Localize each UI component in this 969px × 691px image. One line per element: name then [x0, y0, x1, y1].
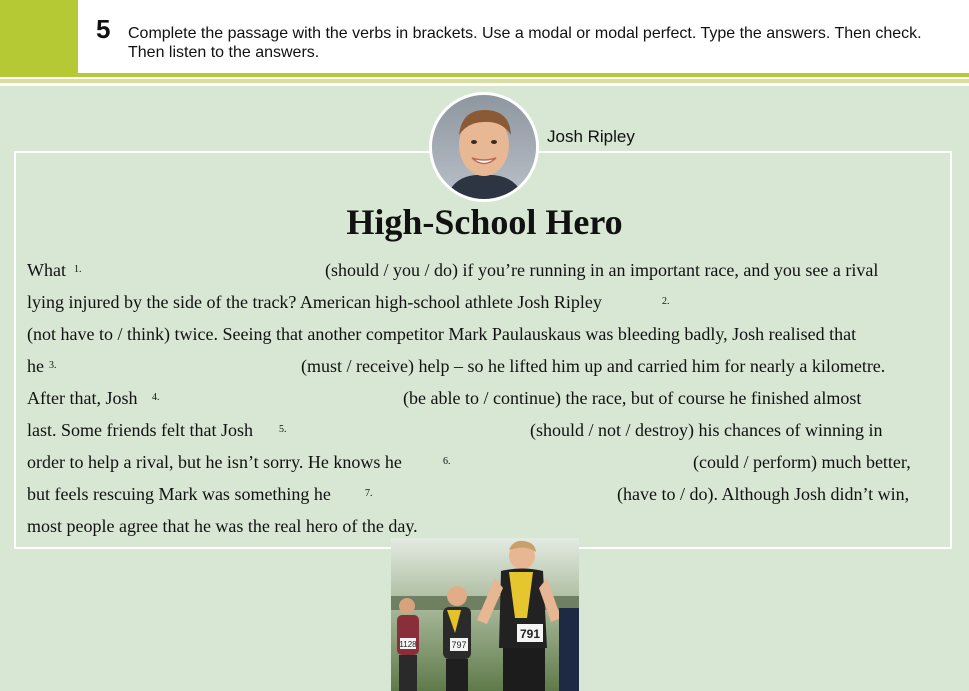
josh-portrait-photo	[429, 92, 539, 202]
passage-text: (could / perform) much better,	[693, 452, 911, 472]
passage-line	[27, 286, 952, 318]
article-title: High-School Hero	[346, 202, 623, 242]
bib-number-middle: 797	[451, 640, 467, 650]
passage-line	[27, 478, 952, 510]
exercise-number: 5	[96, 14, 111, 44]
passage-text: (must / receive) help – so he lifted him up and carried him for nearly a kilometre.	[301, 356, 886, 376]
gap-input-1[interactable]	[87, 260, 322, 280]
race-photo	[391, 538, 579, 691]
bib-number-left: 1128	[399, 640, 417, 649]
passage-text: last. Some friends felt that Josh	[27, 420, 253, 440]
passage-line	[27, 414, 952, 446]
passage-text: he	[27, 356, 44, 376]
passage-line	[27, 254, 952, 286]
gap-input-3[interactable]	[65, 356, 297, 376]
gap-input-4[interactable]	[167, 388, 397, 408]
exercise-header	[0, 0, 969, 78]
gap-number: 2.	[662, 296, 670, 307]
gap-input-7[interactable]	[379, 484, 611, 504]
portrait-caption: Josh Ripley	[547, 127, 635, 146]
bib-number-main: 791	[519, 627, 541, 641]
passage-text: (not have to / think) twice. Seeing that another competitor Mark Paulauskaus was bleeding badly, Josh realised that	[27, 324, 857, 344]
gap-number: 3.	[49, 360, 57, 371]
passage-text: but feels rescuing Mark was something he	[27, 484, 331, 504]
header-accent-block	[0, 0, 78, 73]
gap-input-6[interactable]	[457, 452, 689, 472]
gap-input-2[interactable]	[677, 292, 947, 312]
header-divider-light	[0, 79, 969, 83]
gap-number: 6.	[443, 456, 451, 467]
header-divider	[0, 73, 969, 77]
passage-line	[27, 350, 952, 382]
gap-number: 7.	[365, 488, 373, 499]
passage	[27, 254, 952, 542]
passage-text: (have to / do). Although Josh didn’t win,	[617, 484, 910, 504]
passage-line	[27, 382, 952, 414]
exercise-instruction: Complete the passage with the verbs in brackets. Use a modal or modal perfect. Type the answers. Then check. Then listen to the answers.	[128, 25, 922, 61]
passage-text: order to help a rival, but he isn’t sorry. He knows he	[27, 452, 402, 472]
passage-text: (should / you / do) if you’re running in an important race, and you see a rival	[325, 260, 879, 280]
passage-text: What	[27, 260, 66, 280]
passage-line	[27, 446, 952, 478]
passage-text: lying injured by the side of the track? American high-school athlete Josh Ripley	[27, 292, 602, 312]
passage-text: (should / not / destroy) his chances of winning in	[530, 420, 883, 440]
gap-number: 5.	[279, 424, 287, 435]
gap-number: 4.	[152, 392, 160, 403]
gap-input-5[interactable]	[295, 420, 525, 440]
passage-text: most people agree that he was the real hero of the day.	[27, 516, 418, 536]
passage-line	[27, 318, 952, 350]
passage-text: After that, Josh	[27, 388, 138, 408]
passage-text: (be able to / continue) the race, but of course he finished almost	[403, 388, 862, 408]
gap-number: 1.	[74, 264, 82, 275]
